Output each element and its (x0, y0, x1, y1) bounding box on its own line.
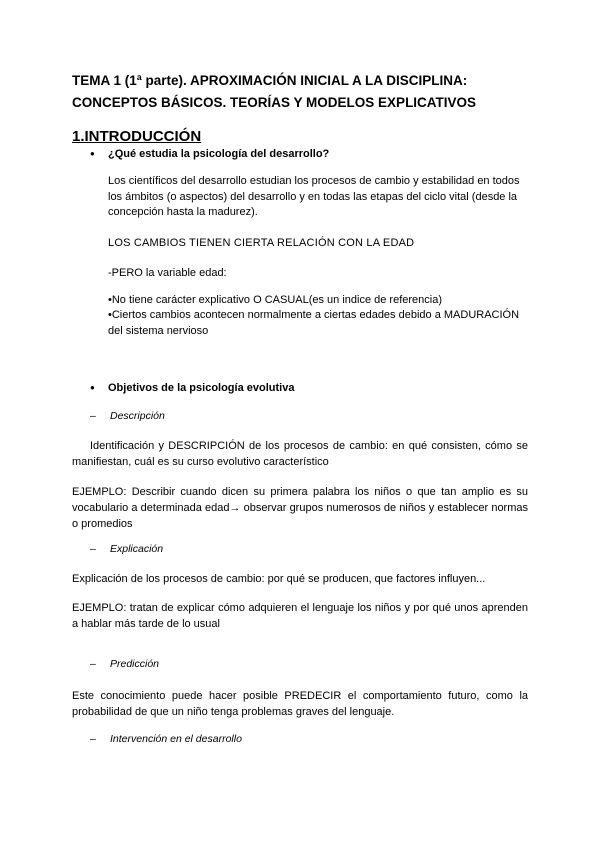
objective-explicacion (90, 543, 390, 557)
prediccion-text: Este conocimiento puede hacer posible PREDECIR el comportamiento futuro, como la probabilidad de que un niño tenga problemas graves del lenguaje. (72, 690, 528, 718)
objective-prediccion-label: Predicción (110, 658, 160, 670)
explicacion-example: EJEMPLO: tratan de explicar cómo adquieren el lenguaje los niños y por qué unos aprenden a hablar más tarde de lo usual (72, 602, 528, 630)
age-relation-statement: LOS CAMBIOS TIENEN CIERTA RELACIÓN CON LA EDAD (108, 237, 415, 249)
objective-intervencion-label: Intervención en el desarrollo (110, 733, 242, 745)
explicacion-text: Explicación de los procesos de cambio: por qué se producen, que factores influyen... (72, 573, 486, 585)
descripcion-text: Identificación y DESCRIPCIÓN de los procesos de cambio: en qué consisten, cómo se manifiestan, cuál es su curso evolutivo característico (72, 440, 528, 468)
dash-marker: – (90, 410, 96, 422)
bullet-objectives (90, 381, 490, 395)
age-variable-intro: -PERO la variable edad: (108, 267, 227, 279)
document-title: TEMA 1 (1ª parte). APROXIMACIÓN INICIAL A LA DISCIPLINA: CONCEPTOS BÁSICOS. TEORÍAS Y MODELOS EXPLICATIVOS (72, 73, 477, 110)
objective-descripcion (90, 410, 390, 424)
objective-intervencion (90, 733, 390, 747)
bullet-dot-icon: ● (90, 383, 95, 392)
objective-prediccion (90, 658, 390, 672)
bullet-objectives-label: Objetivos de la psicología evolutiva (108, 382, 295, 394)
bullet-question-label: ¿Qué estudia la psicología del desarrollo? (108, 148, 330, 160)
objective-explicacion-label: Explicación (110, 543, 164, 555)
descripcion-example: EJEMPLO: Describir cuando dicen su primera palabra los niños o que tan amplio es su vocabulario a determinada edad→ observar grupos numerosos de niños y establecer normas o promedios (72, 486, 528, 530)
bullet-question (90, 147, 490, 161)
section-heading-introduccion: 1.INTRODUCCIÓN (72, 128, 202, 145)
dash-marker: – (90, 543, 96, 555)
bullet-dot-icon: ● (90, 149, 95, 158)
objective-descripcion-label: Descripción (110, 410, 165, 422)
age-point-1: •No tiene carácter explicativo O CASUAL(es un indice de referencia) (108, 294, 443, 306)
intro-paragraph: Los científicos del desarrollo estudian los procesos de cambio y estabilidad en todos los ámbitos (o aspectos) del desarrollo y en todas las etapas del ciclo vital (desde la concepción hasta la madurez). (108, 175, 520, 218)
dash-marker: – (90, 733, 96, 745)
age-point-2: •Ciertos cambios acontecen normalmente a ciertas edades debido a MADURACIÓN del sistema nervioso (108, 309, 520, 337)
dash-marker: – (90, 658, 96, 670)
